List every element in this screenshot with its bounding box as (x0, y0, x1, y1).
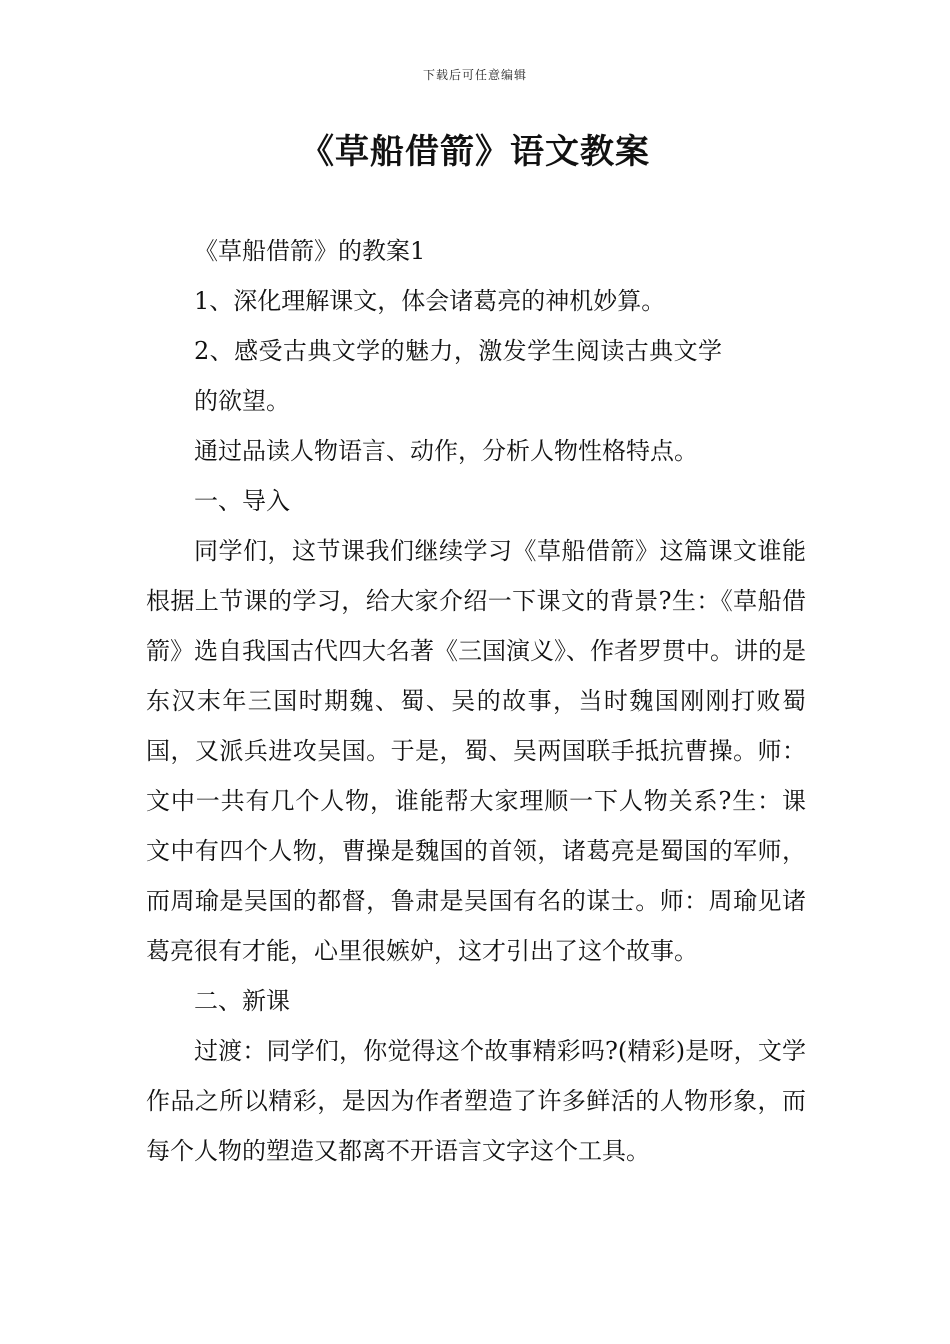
document-title: 《草船借箭》语文教案 (300, 132, 650, 172)
objective-1: 1、深化理解课文，体会诸葛亮的神机妙算。 (194, 287, 666, 315)
heading-introduction: 一、导入 (194, 487, 290, 515)
objective-2: 2、感受古典文学的魅力，激发学生阅读古典文学的欲望。 (194, 337, 722, 415)
header-note: 下载后可任意编辑 (422, 68, 527, 82)
key-point: 通过品读人物语言、动作，分析人物性格特点。 (194, 437, 698, 465)
paragraph-transition: 过渡：同学们，你觉得这个故事精彩吗?(精彩)是呀，文学作品之所以精彩，是因为作者塑造了许多鲜活的人物形象，而每个人物的塑造又都离不开语言文字这个工具。 (146, 1037, 806, 1165)
section-heading: 《草船借箭》的教案1 (194, 237, 426, 265)
paragraph-introduction: 同学们，这节课我们继续学习《草船借箭》这篇课文谁能根据上节课的学习，给大家介绍一下课文的背景?生：《草船借箭》选自我国古代四大名著《三国演义》、作者罗贯中。讲的是东汉末年三国时期魏、蜀、吴的故事，当时魏国刚刚打败蜀国，又派兵进攻吴国。于是，蜀、吴两国联手抵抗曹操。师：文中一共有几个人物，谁能帮大家理顺一下人物关系?生：课文中有四个人物，曹操是魏国的首领，诸葛亮是蜀国的军师，而周瑜是吴国的都督，鲁肃是吴国有名的谋士。师：周瑜见诸葛亮很有才能，心里很嫉妒，这才引出了这个故事。 (146, 537, 806, 965)
document-body (146, 226, 806, 1176)
heading-new-lesson: 二、新课 (194, 987, 290, 1015)
